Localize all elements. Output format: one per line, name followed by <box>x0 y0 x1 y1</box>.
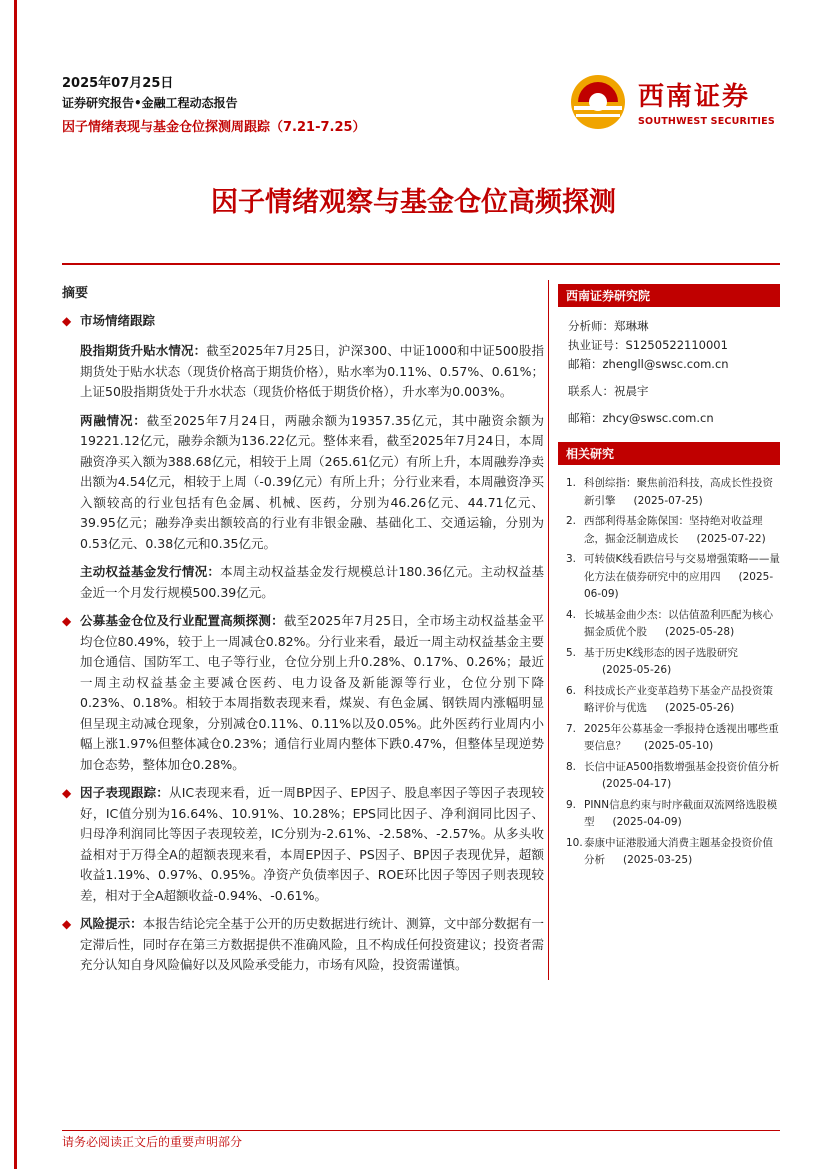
related-item-title: 科创综指：聚焦前沿科技，高成长性投资新引擎 <box>584 477 773 507</box>
related-item-date: (2025-04-09) <box>612 816 682 828</box>
analyst-info <box>558 317 780 428</box>
lead-futures-basis: 股指期货升贴水情况： <box>80 343 207 358</box>
analyst-license: 执业证号：S1250522110001 <box>568 338 728 352</box>
related-research-item[interactable] <box>558 513 780 548</box>
lead-margin-trading: 两融情况： <box>80 412 147 428</box>
lead-factor-performance: 因子表现跟踪： <box>80 785 170 800</box>
lead-fund-position: 公募基金仓位及行业配置高频探测： <box>80 613 284 628</box>
related-item-title: 2025年公募基金一季报持仓透视出哪些重要信息？ <box>584 722 779 752</box>
title-divider <box>62 263 780 265</box>
related-research-heading: 相关研究 <box>558 442 780 465</box>
related-item-date: (2025-06-09) <box>584 570 774 600</box>
text-margin-trading: 截至2025年7月24日，两融余额为19357.35亿元，其中融资余额为19221.12亿元，融券余额为136.22亿元。整体来看，截至2025年7月24日，本周融资净买入额为388.68亿元，相较于上周（265.61亿元）有所上升，本周融券净卖出额为4.54亿元，相较于上周（-0.39亿元）有所上升；分行业来看，本周融资净买入额较高的行业包括有色金属、机械、医药，分别为46.26亿元、44.71亿元、39.95亿元；融券净卖出额较高的行业有非银金融、基础化工、交通运输，分别为0.53亿元、0.38亿元和0.35亿元。 <box>80 412 544 551</box>
related-item-title: 长信中证A500指数增强基金投资价值分析 <box>584 760 780 773</box>
related-research-item[interactable] <box>558 721 780 756</box>
text-fund-issuance: 本周主动权益基金发行规模总计180.36亿元。主动权益基金近一个月发行规模500.39亿元。 <box>80 564 544 600</box>
related-item-number: 9. <box>566 798 577 811</box>
related-research-item[interactable] <box>558 607 780 642</box>
page-title: 因子情绪观察与基金仓位高频探测 <box>211 187 616 218</box>
related-item-date: (2025-03-25) <box>623 854 693 866</box>
related-item-number: 3. <box>566 553 577 565</box>
related-item-date: (2025-05-26) <box>602 664 672 676</box>
related-item-number: 5. <box>566 646 577 659</box>
left-accent-bar <box>14 0 17 1169</box>
text-risk-warning: 本报告结论完全基于公开的历史数据进行统计、测算，文中部分数据有一定滞后性，同时存在第三方数据提供不准确风险，且不构成任何投资建议；投资者需充分认知自身风险偏好以及风险承受能力，市场有风险，投资需谨慎。 <box>80 916 544 972</box>
related-item-title: 长城基金曲少杰：以估值盈利匹配为核心掘金质优个股 <box>584 608 773 638</box>
lead-fund-issuance: 主动权益基金发行情况： <box>80 564 221 579</box>
footer-disclaimer: 请务必阅读正文后的重要声明部分 <box>62 1135 243 1149</box>
text-fund-position: 截至2025年7月25日，全市场主动权益基金平均仓位80.49%，较于上一周减仓0.82%。分行业来看，最近一周主动权益基金主要加仓通信、国防军工、电子等行业，仓位分别上升0.28%、0.17%、0.26%；最近一周主动权益基金主要减仓医药、电力设备及新能源等行业，仓位分别下降0.23%、0.18%。相较于本周指数表现来看，煤炭、有色金属、钢铁周内涨幅明显但呈现主动减仓现象，分别减仓0.11%、0.11%以及0.05%。此外医药行业周内小幅上涨1.97%但整体减仓0.23%；通信行业周内整体下跌0.47%，但整体呈现逆势加仓态势，整体加仓0.28%。 <box>80 613 544 772</box>
related-item-date: (2025-05-26) <box>665 702 735 714</box>
contact-email: 邮箱：zhcy@swsc.com.cn <box>568 411 714 425</box>
related-item-date: (2025-05-28) <box>665 626 735 638</box>
related-item-title: 基于历史K线形态的因子选股研究 <box>584 646 738 659</box>
sidebar-institute-heading: 西南证券研究院 <box>558 284 780 307</box>
paragraph-fund-issuance <box>62 562 544 603</box>
footer-divider <box>62 1130 780 1131</box>
related-item-title: 西部利得基金陈保国：坚持绝对收益理念，掘金泛制造成长 <box>584 515 763 545</box>
related-research-item[interactable] <box>558 683 780 718</box>
related-item-number: 1. <box>566 477 577 489</box>
logo-chinese-name: 西南证券 <box>638 82 751 112</box>
related-item-title: 泰康中证港股通大消费主题基金投资价值分析 <box>584 836 773 866</box>
summary-section <box>62 284 544 984</box>
related-research-item[interactable] <box>558 645 780 680</box>
related-research-item[interactable] <box>558 835 780 870</box>
related-item-date: (2025-07-25) <box>633 494 703 507</box>
related-research-item[interactable] <box>558 475 780 510</box>
logo-english-name: SOUTHWEST SECURITIES <box>638 116 775 127</box>
paragraph-margin-trading <box>62 411 544 555</box>
paragraph-fund-position <box>62 611 544 775</box>
paragraph-risk-warning <box>62 914 544 976</box>
analyst-name: 分析师：郑琳琳 <box>568 319 649 333</box>
bullet-market-sentiment: ◆ 市场情绪跟踪 <box>62 311 544 332</box>
sidebar <box>558 284 780 873</box>
report-series: 因子情绪表现与基金仓位探测周跟踪（7.21-7.25） <box>62 120 366 135</box>
report-date: 2025年07月25日 <box>62 76 174 91</box>
related-item-title: 可转债K线看跌信号与交易增强策略——量化方法在债券研究中的应用四 <box>584 553 780 583</box>
related-research-item[interactable] <box>558 551 780 604</box>
related-item-number: 6. <box>566 684 577 697</box>
related-research-item[interactable] <box>558 797 780 832</box>
related-item-number: 4. <box>566 608 577 621</box>
text-futures-basis: 截至2025年7月25日，沪深300、中证1000和中证500股指期货处于贴水状态（现货价格高于期货价格），贴水率为0.11%、0.57%、0.61%；上证50股指期货处于升水状态（现货价格低于期货价格），升水率为0.003%。 <box>80 343 544 399</box>
related-item-title: 科技成长产业变革趋势下基金产品投资策略评价与优选 <box>584 684 773 714</box>
related-item-date: (2025-04-17) <box>602 778 672 790</box>
related-item-number: 10. <box>566 836 583 849</box>
analyst-email: 邮箱：zhengll@swsc.com.cn <box>568 357 729 371</box>
related-item-number: 8. <box>566 760 577 773</box>
lead-risk-warning: 风险提示： <box>80 916 143 931</box>
related-item-number: 2. <box>566 515 577 527</box>
related-item-title: PINN信息约束与时序截面双流网络选股模型 <box>584 798 778 828</box>
company-logo <box>568 72 778 132</box>
logo-emblem-icon <box>568 72 632 132</box>
column-divider <box>548 280 549 980</box>
related-item-date: (2025-05-10) <box>644 740 714 752</box>
related-research-list <box>558 475 780 870</box>
paragraph-futures-basis <box>62 341 544 403</box>
summary-heading: 摘要 <box>62 286 89 301</box>
report-type: 证券研究报告•金融工程动态报告 <box>62 96 238 110</box>
related-item-date: (2025-07-22) <box>696 532 766 545</box>
related-item-number: 7. <box>566 722 577 735</box>
text-factor-performance: 从IC表现来看，近一周BP因子、EP因子、股息率因子等因子表现较好，IC值分别为16.64%、10.91%、10.28%；EPS同比因子、净利润同比因子、归母净利润同比等因子表现较差，IC分别为-2.61%、-2.58%、-2.57%。从多头收益相对于万得全A的超额表现来看，本周EP因子、PS因子、BP因子表现优异，超额收益1.19%、0.97%、0.95%。净资产负债率因子、ROE环比因子等因子则表现较差，相对于全A超额收益-0.94%、-0.61%。 <box>80 785 544 903</box>
related-research-item[interactable] <box>558 759 780 794</box>
contact-name: 联系人：祝晨宇 <box>568 384 649 398</box>
paragraph-factor-performance <box>62 783 544 906</box>
